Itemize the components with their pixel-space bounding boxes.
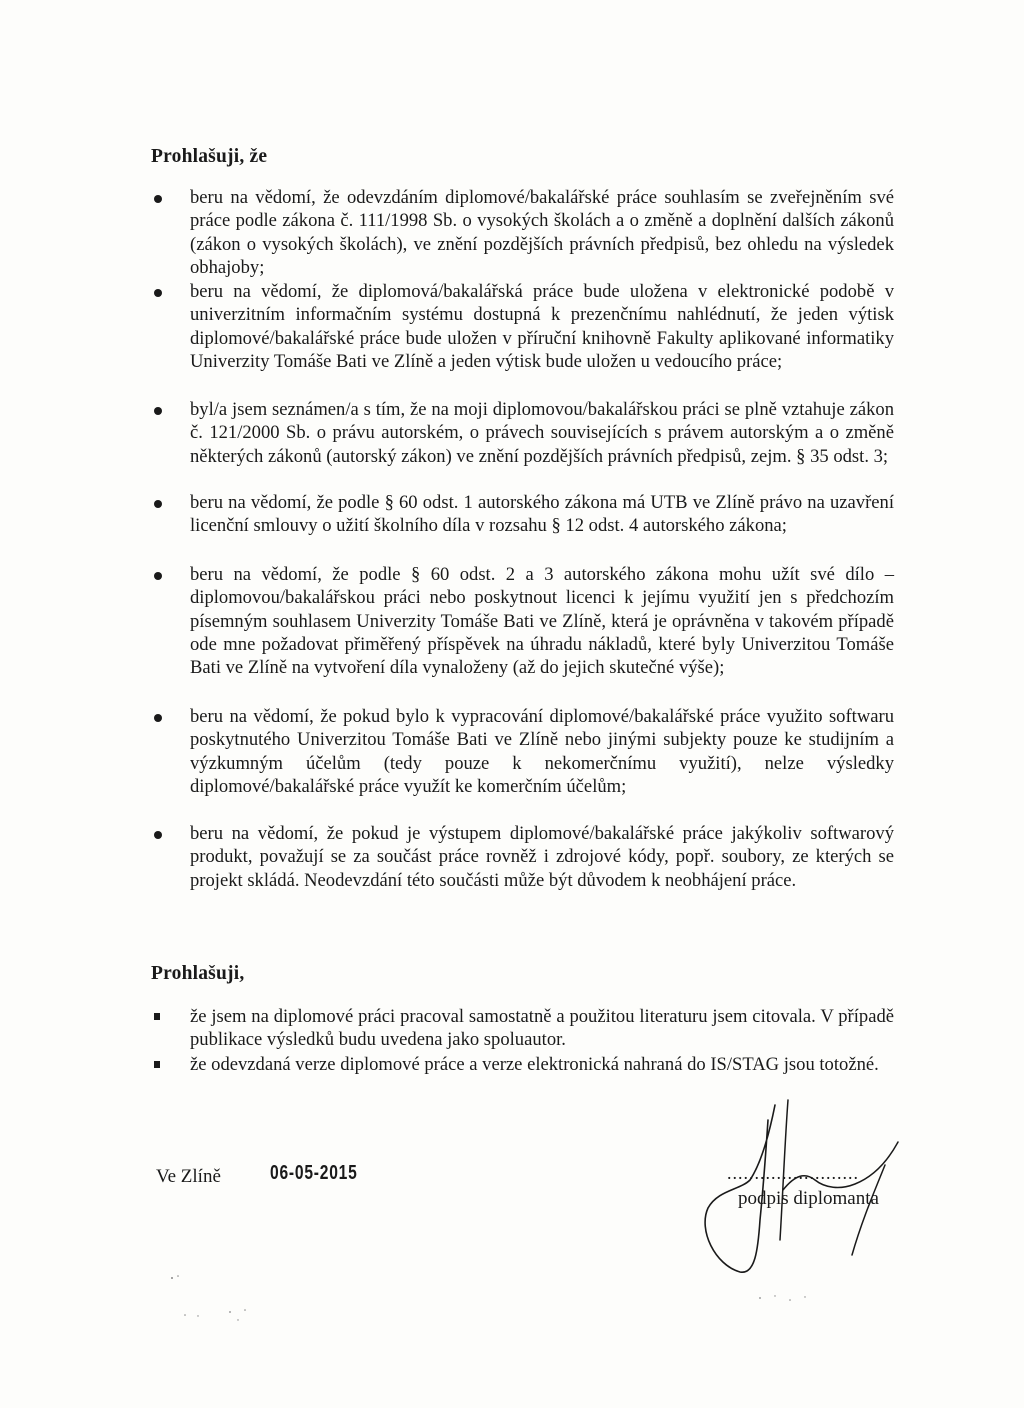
declaration-item-8 (190, 1005, 894, 1052)
square-bullet-icon (154, 1061, 160, 1068)
signature-label: podpis diplomanta (738, 1188, 879, 1209)
declaration-text: beru na vědomí, že pokud bylo k vypracování diplomové/bakalářské práce využito softwaru poskytnutého Univerzitou Tomáše Bati ve Zlíně nebo jinými subjekty pouze ke studijním a výzkumným účelům (tedy pouze k nekomerčnímu využití), nelze výsledky diplomové/bakalářské práce využít ke komerčním účelům; (190, 706, 894, 797)
handwritten-signature (680, 1080, 920, 1280)
bullet-icon (154, 407, 162, 415)
declaration-item-4 (190, 491, 894, 538)
section-heading-2: Prohlašuji, (151, 963, 245, 984)
date-stamp: 06-05-2015 (270, 1162, 358, 1184)
declaration-text: beru na vědomí, že podle § 60 odst. 2 a 3 autorského zákona mohu užít své dílo – diplomovou/bakalářskou práci nebo poskytnout licenci k jejímu využití jen s předchozím písemným souhlasem Univerzity Tomáše Bati ve Zlíně, která je oprávněna v takovém případě ode mne požadovat přiměřený příspěvek na úhradu nákladů, které byly Univerzitou Tomáše Bati ve Zlíně na vytvoření díla vynaloženy (až do jejich skutečné výše); (190, 564, 894, 679)
bullet-icon (154, 289, 162, 297)
square-bullet-icon (154, 1013, 160, 1020)
place-label: Ve Zlíně (156, 1166, 221, 1187)
declaration-text: beru na vědomí, že podle § 60 odst. 1 autorského zákona má UTB ve Zlíně právo na uzavření licenční smlouvy o užití školního díla v rozsahu § 12 odst. 4 autorského zákona; (190, 492, 894, 537)
declaration-item-1 (190, 186, 894, 279)
declaration-text: že odevzdaná verze diplomové práce a verze elektronická nahraná do IS/STAG jsou totožné. (190, 1054, 879, 1075)
declaration-item-7 (190, 822, 894, 892)
bullet-icon (154, 831, 162, 839)
declaration-item-3 (190, 398, 894, 468)
scan-specks (150, 1260, 850, 1340)
bullet-icon (154, 714, 162, 722)
declaration-text: že jsem na diplomové práci pracoval samostatně a použitou literaturu jsem citovala. V případě publikace výsledků budu uvedena jako spoluautor. (190, 1006, 894, 1051)
bullet-icon (154, 195, 162, 203)
declaration-item-2 (190, 280, 894, 373)
declaration-item-9 (190, 1053, 894, 1076)
declaration-item-6 (190, 705, 894, 798)
bullet-icon (154, 500, 162, 508)
bullet-icon (154, 572, 162, 580)
declaration-text: beru na vědomí, že pokud je výstupem diplomové/bakalářské práce jakýkoliv softwarový produkt, považují se za součást práce rovněž i zdrojové kódy, popř. soubory, ze kterých se projekt skládá. Neodevzdání této součásti může být důvodem k neobhájení práce. (190, 823, 894, 891)
section-heading-1: Prohlašuji, že (151, 146, 268, 167)
declaration-text: beru na vědomí, že diplomová/bakalářská práce bude uložena v elektronické podobě v univerzitním informačním systému dostupná k prezenčnímu nahlédnutí, že jeden výtisk diplomové/bakalářské práce bude uložen v příruční knihovně Fakulty aplikované informatiky Univerzity Tomáše Bati ve Zlíně a jeden výtisk bude uložen u vedoucího práce; (190, 281, 894, 372)
declaration-text: beru na vědomí, že odevzdáním diplomové/bakalářské práce souhlasím se zveřejněním své práce podle zákona č. 111/1998 Sb. o vysokých školách a o změně a doplnění dalších zákonů (zákon o vysokých školách), ve znění pozdějších právních předpisů, bez ohledu na výsledek obhajoby; (190, 187, 894, 278)
declaration-item-5 (190, 563, 894, 679)
signature-dotted-line: ........................ (727, 1163, 859, 1183)
declaration-text: byl/a jsem seznámen/a s tím, že na moji diplomovou/bakalářskou práci se plně vztahuje zákon č. 121/2000 Sb. o právu autorském, o právech souvisejících s právem autorským a o změně některých zákonů (autorský zákon) ve znění pozdějších právních předpisů, zejm. § 35 odst. 3; (190, 399, 894, 467)
